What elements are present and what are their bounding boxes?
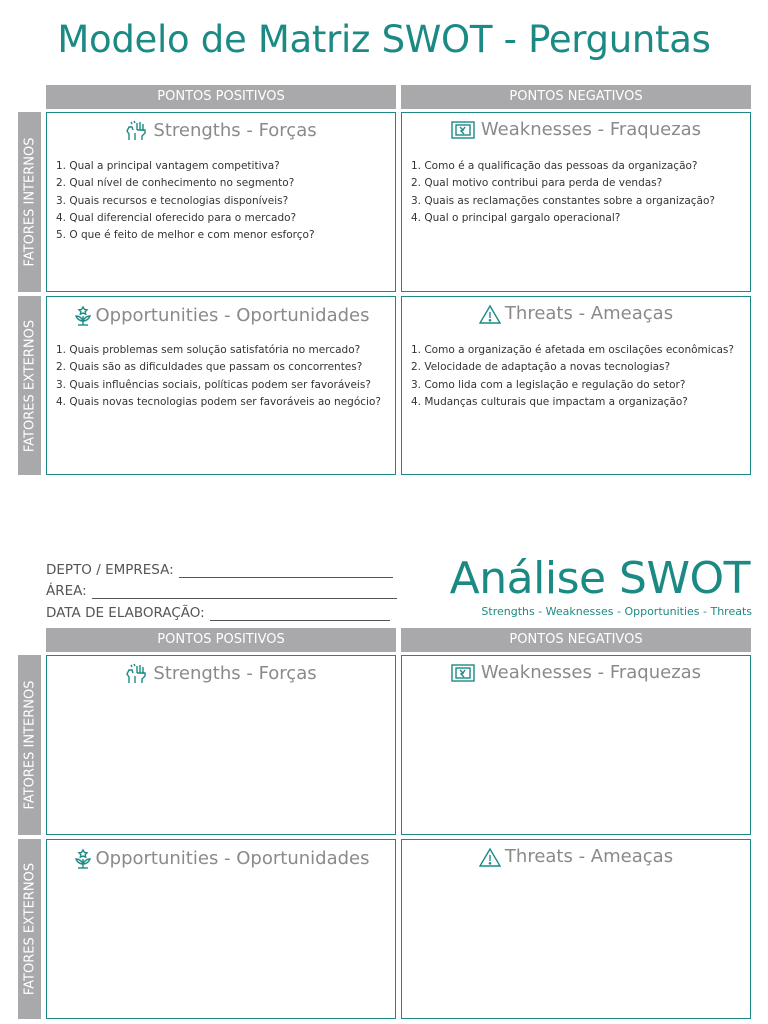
weaknesses-title: [402, 119, 750, 140]
threats-quadrant: [401, 296, 751, 475]
analise-title: Análise SWOT: [449, 553, 750, 604]
weaknesses-quadrant: [401, 112, 751, 292]
strength-hand-icon: [125, 119, 147, 141]
weaknesses-title-label-2: Weaknesses - Fraquezas: [480, 662, 702, 683]
depto-field[interactable]: [46, 562, 393, 578]
growth-plant-icon: [73, 846, 93, 870]
row-header-internal-label-2: FATORES INTERNOS: [22, 680, 37, 810]
broken-box-icon: [451, 120, 475, 140]
opportunities-title: [47, 303, 395, 327]
weaknesses-title-2: [402, 662, 750, 683]
column-header-negative: PONTOS NEGATIVOS: [401, 85, 751, 109]
weaknesses-list: [411, 158, 746, 227]
analise-subtitle: Strengths - Weaknesses - Opportunities - Threats: [481, 605, 752, 618]
row-header-external-label: FATORES EXTERNOS: [22, 319, 37, 452]
list-item: 2. Qual motivo contribui para perda de vendas?: [411, 177, 663, 190]
threats-title-2: [402, 846, 750, 867]
list-item: 3. Quais recursos e tecnologias disponíveis?: [56, 194, 289, 207]
opportunities-title-label-2: Opportunities - Oportunidades: [95, 847, 370, 869]
list-item: 2. Velocidade de adaptação a novas tecnologias?: [411, 361, 671, 374]
list-item: 1. Como é a qualificação das pessoas da organização?: [411, 160, 698, 172]
opportunities-title-2: [47, 846, 395, 870]
threats-title-label: Threats - Ameaças: [504, 303, 674, 324]
list-item: 3. Quais influências sociais, políticas podem ser favoráveis?: [56, 378, 371, 391]
list-item: 3. Quais as reclamações constantes sobre a organização?: [411, 194, 715, 207]
broken-box-icon: [451, 663, 475, 683]
area-line[interactable]: [92, 585, 397, 599]
growth-plant-icon: [73, 303, 93, 327]
opportunities-quadrant-blank[interactable]: [46, 839, 396, 1019]
weaknesses-title-label: Weaknesses - Fraquezas: [480, 119, 702, 140]
row-header-internal-2: [18, 655, 41, 835]
row-header-internal-label: FATORES INTERNOS: [22, 137, 37, 267]
strengths-title-label: Strengths - Forças: [153, 119, 317, 141]
area-label: ÁREA:: [46, 583, 87, 599]
warning-triangle-icon: [479, 304, 501, 324]
strength-hand-icon: [125, 662, 147, 684]
depto-label: DEPTO / EMPRESA:: [46, 562, 174, 578]
list-item: 2. Quais são as dificuldades que passam os concorrentes?: [56, 361, 363, 374]
opportunities-title-label: Opportunities - Oportunidades: [95, 304, 370, 326]
opportunities-list: [56, 342, 391, 411]
depto-line[interactable]: [179, 564, 393, 578]
threats-quadrant-blank[interactable]: [401, 839, 751, 1019]
list-item: 1. Como a organização é afetada em oscilações econômicas?: [411, 344, 734, 356]
list-item: 1. Quais problemas sem solução satisfatória no mercado?: [56, 344, 361, 356]
column-header-negative-2: PONTOS NEGATIVOS: [401, 628, 751, 652]
threats-title-label-2: Threats - Ameaças: [504, 846, 674, 867]
row-header-external-label-2: FATORES EXTERNOS: [22, 862, 37, 996]
list-item: 3. Como lida com a legislação e regulação do setor?: [411, 378, 686, 391]
strengths-title-2: [47, 662, 395, 684]
weaknesses-quadrant-blank[interactable]: [401, 655, 751, 835]
row-header-internal: [18, 112, 41, 292]
threats-title: [402, 303, 750, 324]
strengths-title: [47, 119, 395, 141]
row-header-external: [18, 296, 41, 475]
area-field[interactable]: [46, 583, 397, 599]
strengths-quadrant-blank[interactable]: [46, 655, 396, 835]
list-item: 4. Qual o principal gargalo operacional?: [411, 211, 621, 224]
data-field[interactable]: [46, 605, 390, 621]
list-item: 4. Quais novas tecnologias podem ser favoráveis ao negócio?: [56, 395, 381, 408]
list-item: 5. O que é feito de melhor e com menor esforço?: [56, 229, 315, 242]
list-item: 4. Qual diferencial oferecido para o mercado?: [56, 211, 297, 224]
data-line[interactable]: [210, 607, 390, 621]
list-item: 1. Qual a principal vantagem competitiva?: [56, 160, 280, 172]
opportunities-quadrant: [46, 296, 396, 475]
strengths-list: [56, 158, 391, 244]
strengths-quadrant: [46, 112, 396, 292]
list-item: 2. Qual nível de conhecimento no segmento?: [56, 177, 295, 190]
row-header-external-2: [18, 839, 41, 1019]
warning-triangle-icon: [479, 847, 501, 867]
strengths-title-label-2: Strengths - Forças: [153, 662, 317, 684]
page-title: Modelo de Matriz SWOT - Perguntas: [57, 18, 711, 61]
list-item: 4. Mudanças culturais que impactam a organização?: [411, 395, 688, 408]
column-header-positive-2: PONTOS POSITIVOS: [46, 628, 396, 652]
threats-list: [411, 342, 746, 411]
column-header-positive: PONTOS POSITIVOS: [46, 85, 396, 109]
data-label: DATA DE ELABORAÇÃO:: [46, 605, 205, 621]
